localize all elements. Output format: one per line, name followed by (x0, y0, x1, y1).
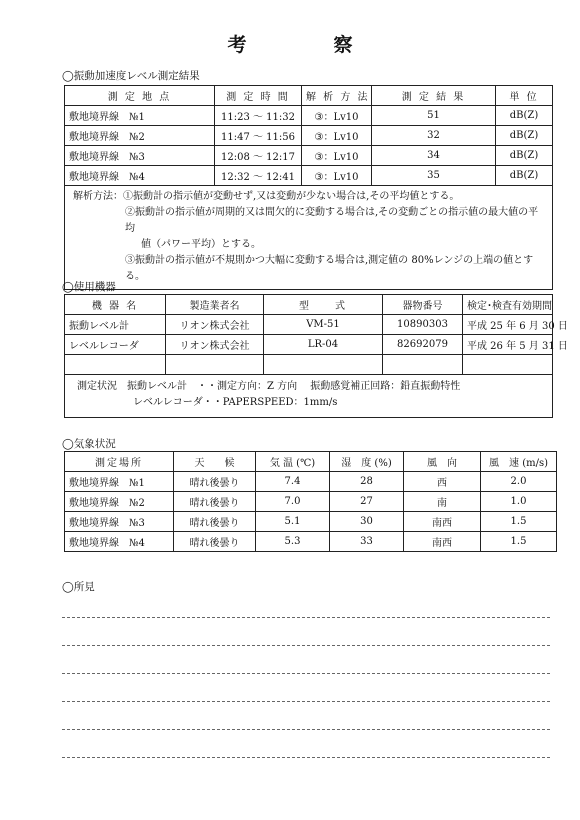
cell-unit: dB(Z) (496, 166, 553, 186)
cell-name (65, 355, 166, 375)
cell-serial: 82692079 (383, 335, 463, 355)
table-row (65, 355, 553, 375)
weather-table (64, 451, 557, 552)
cell-humidity: 33 (330, 532, 404, 552)
table-row (65, 126, 553, 146)
cell-method: ③：Lv10 (302, 166, 372, 186)
table-row (65, 146, 553, 166)
header-model: 型 式 (264, 295, 383, 315)
header-serial: 器物番号 (383, 295, 463, 315)
cell-temp: 7.4 (256, 472, 330, 492)
cell-name: レベルレコーダ (65, 335, 166, 355)
cell-wind-dir: 西 (404, 472, 481, 492)
equipment-table (64, 294, 568, 418)
cell-unit: dB(Z) (496, 126, 553, 146)
vibration-table (64, 85, 553, 290)
cell-site: 敷地境界線 №1 (65, 106, 215, 126)
cell-unit: dB(Z) (496, 106, 553, 126)
cell-site: 敷地境界線 №4 (65, 532, 174, 552)
cell-model: LR-04 (264, 335, 383, 355)
cell-serial: 10890303 (383, 315, 463, 335)
cell-result: 35 (372, 166, 496, 186)
cell-wind-speed: 1.0 (481, 492, 557, 512)
cell-time: 11:23 ～ 11:32 (215, 106, 302, 126)
cell-humidity: 30 (330, 512, 404, 532)
cell-humidity: 28 (330, 472, 404, 492)
cell-wind-speed: 2.0 (481, 472, 557, 492)
cell-wind-dir: 南 (404, 492, 481, 512)
header-maker: 製造業者名 (166, 295, 264, 315)
header-wind-dir: 風 向 (404, 452, 481, 472)
equipment-heading: ◯使用機器 (62, 281, 116, 293)
cell-time: 12:32 ～ 12:41 (215, 166, 302, 186)
table-row (65, 492, 557, 512)
cell-sky: 晴れ後曇り (174, 512, 256, 532)
cell-site: 敷地境界線 №3 (65, 146, 215, 166)
cell-valid: 平成 25 年 6 月 30 日 (463, 315, 553, 335)
header-method: 解 析 方 法 (302, 86, 372, 106)
cell-result: 32 (372, 126, 496, 146)
header-time: 測 定 時 間 (215, 86, 302, 106)
weather-header-row (65, 452, 557, 472)
cell-valid (463, 355, 553, 375)
equipment-header-row (65, 295, 553, 315)
cell-site: 敷地境界線 №2 (65, 492, 174, 512)
header-sky: 天 候 (174, 452, 256, 472)
table-row (65, 335, 553, 355)
writing-line (62, 617, 550, 618)
cell-model (264, 355, 383, 375)
note-line: 解析方法：①振動計の指示値が変動せず,又は変動が少ない場合は,その平均値とする。 (73, 191, 460, 202)
cell-name: 振動レベル計 (65, 315, 166, 335)
cell-wind-dir: 南西 (404, 532, 481, 552)
cell-unit: dB(Z) (496, 146, 553, 166)
cell-site: 敷地境界線 №2 (65, 126, 215, 146)
cell-result: 34 (372, 146, 496, 166)
vibration-header-row (65, 86, 553, 106)
weather-heading: ◯気象状況 (62, 438, 116, 450)
cell-result: 51 (372, 106, 496, 126)
note-line: 値（パワー平均）とする。 (141, 239, 261, 250)
cell-sky: 晴れ後曇り (174, 532, 256, 552)
note-line: ③振動計の指示値が不規則かつ大幅に変動する場合は,測定値の 80%レンジの上端の値とする。 (125, 255, 534, 282)
cell-time: 11:47 ～ 11:56 (215, 126, 302, 146)
cell-temp: 5.1 (256, 512, 330, 532)
header-humidity: 湿 度 (%) (330, 452, 404, 472)
cell-wind-speed: 1.5 (481, 532, 557, 552)
header-name: 機 器 名 (65, 295, 166, 315)
cell-method: ③：Lv10 (302, 106, 372, 126)
writing-line (62, 701, 550, 702)
page-title: 考 察 (227, 34, 387, 56)
cell-wind-speed: 1.5 (481, 512, 557, 532)
cell-model: VM-51 (264, 315, 383, 335)
cell-method: ③：Lv10 (302, 146, 372, 166)
cell-temp: 7.0 (256, 492, 330, 512)
writing-line (62, 673, 550, 674)
cell-sky: 晴れ後曇り (174, 472, 256, 492)
table-row (65, 472, 557, 492)
note-line: ②振動計の指示値が周期的又は間欠的に変動する場合は,その変動ごとの指示値の最大値の平均 (125, 207, 539, 234)
cell-sky: 晴れ後曇り (174, 492, 256, 512)
cell-site: 敷地境界線 №3 (65, 512, 174, 532)
table-row (65, 315, 553, 335)
analysis-notes (65, 186, 553, 290)
header-unit: 単 位 (496, 86, 553, 106)
header-site: 測 定 地 点 (65, 86, 215, 106)
writing-line (62, 729, 550, 730)
measurement-conditions (65, 375, 553, 418)
cell-valid: 平成 26 年 5 月 31 日 (463, 335, 553, 355)
cell-temp: 5.3 (256, 532, 330, 552)
writing-line (62, 645, 550, 646)
header-site: 測定場所 (65, 452, 174, 472)
cell-site: 敷地境界線 №1 (65, 472, 174, 492)
header-wind-speed: 風 速 (m/s) (481, 452, 557, 472)
condition-line: レベルレコーダ・・PAPERSPEED：1mm/s (133, 397, 338, 408)
condition-line: 測定状況 振動レベル計 ・・測定方向：Z 方向 振動感覚補正回路：鉛直振動特性 (77, 381, 461, 392)
cell-maker (166, 355, 264, 375)
table-row (65, 166, 553, 186)
cell-method: ③：Lv10 (302, 126, 372, 146)
cell-wind-dir: 南西 (404, 512, 481, 532)
notes-row (65, 186, 553, 290)
conditions-row (65, 375, 553, 418)
table-row (65, 532, 557, 552)
header-temp: 気 温 (℃) (256, 452, 330, 472)
cell-maker: リオン株式会社 (166, 335, 264, 355)
cell-maker: リオン株式会社 (166, 315, 264, 335)
cell-site: 敷地境界線 №4 (65, 166, 215, 186)
vibration-heading: ◯振動加速度レベル測定結果 (62, 70, 200, 82)
cell-serial (383, 355, 463, 375)
writing-line (62, 757, 550, 758)
table-row (65, 512, 557, 532)
cell-humidity: 27 (330, 492, 404, 512)
header-valid: 検定･検査有効期間 (463, 295, 553, 315)
table-row (65, 106, 553, 126)
findings-heading: ◯所見 (62, 581, 95, 593)
cell-time: 12:08 ～ 12:17 (215, 146, 302, 166)
header-result: 測 定 結 果 (372, 86, 496, 106)
